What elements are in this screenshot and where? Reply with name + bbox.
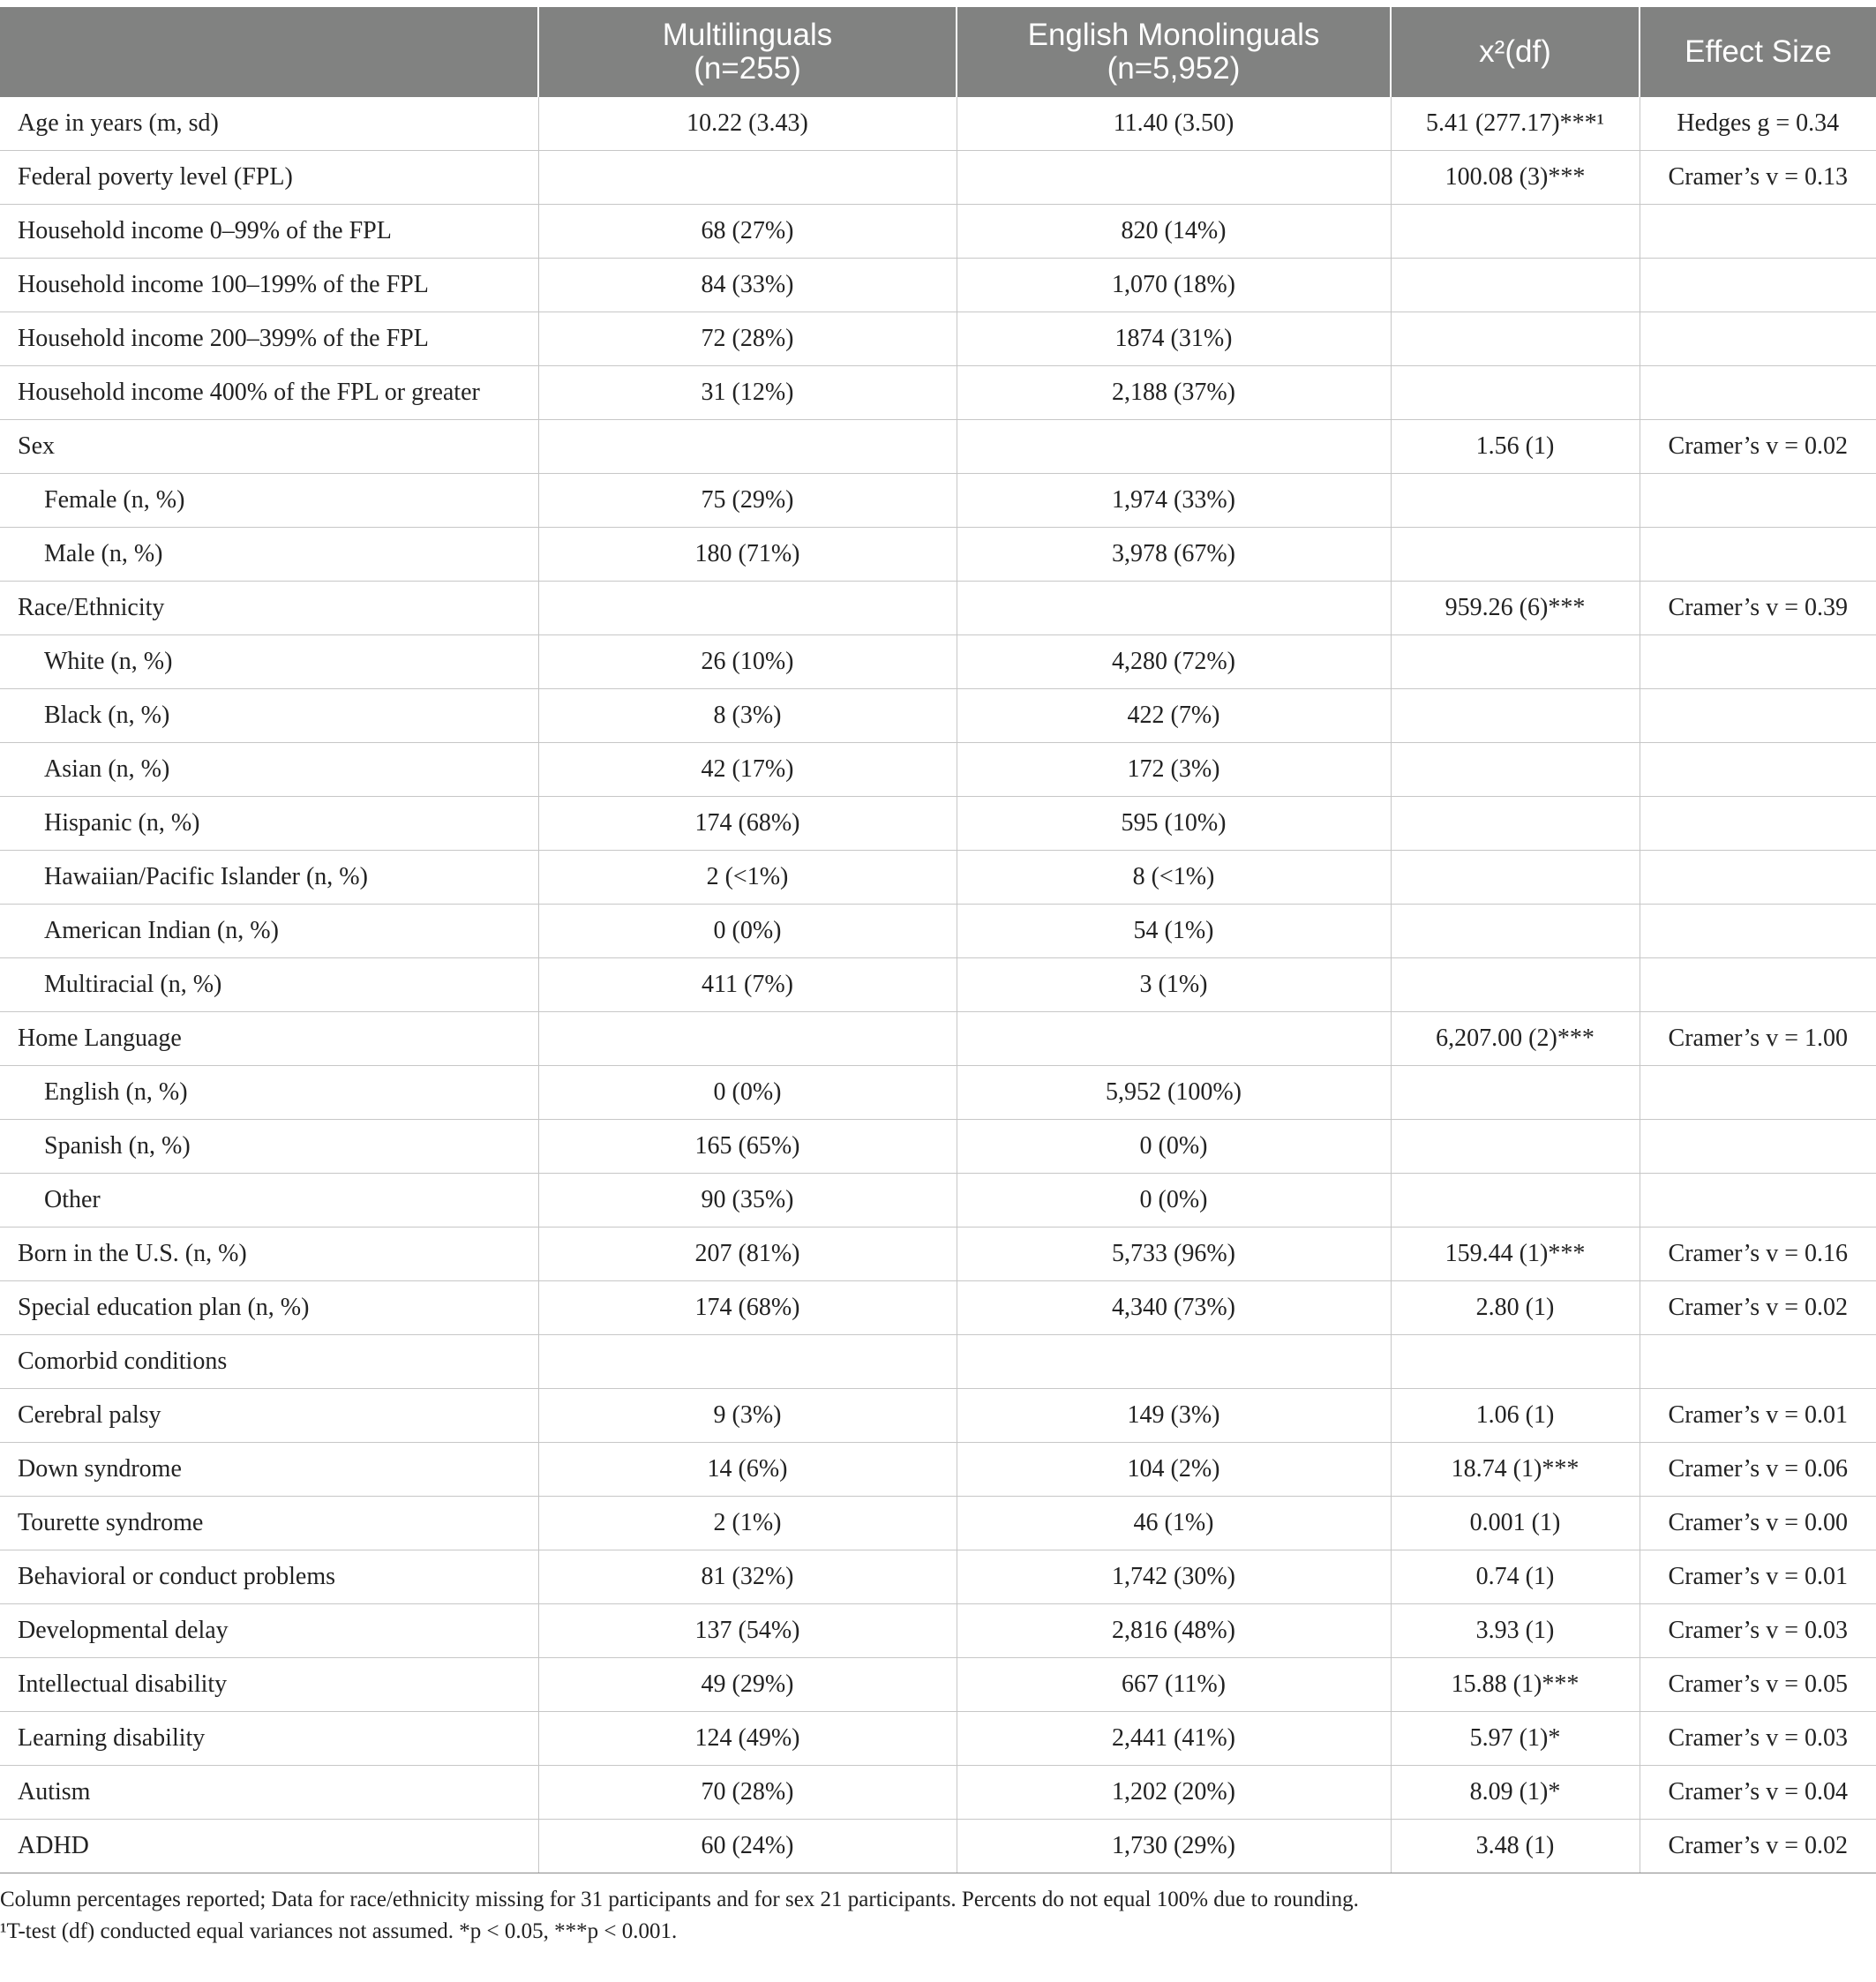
- row-label: Household income 400% of the FPL or greater: [0, 366, 538, 420]
- effect-size-cell: [1640, 958, 1876, 1012]
- row-label: Race/Ethnicity: [0, 582, 538, 635]
- chi-square-cell: 5.97 (1)*: [1391, 1712, 1640, 1766]
- chi-square-cell: [1391, 635, 1640, 689]
- effect-size-cell: [1640, 259, 1876, 312]
- multilinguals-cell: 70 (28%): [538, 1766, 957, 1820]
- table-row: [0, 1497, 1876, 1550]
- monolinguals-cell: 1,202 (20%): [957, 1766, 1391, 1820]
- monolinguals-cell: 11.40 (3.50): [957, 97, 1391, 151]
- monolinguals-cell: 2,816 (48%): [957, 1604, 1391, 1658]
- table-row: [0, 1389, 1876, 1443]
- effect-size-cell: Cramer’s v = 0.01: [1640, 1550, 1876, 1604]
- effect-size-cell: Cramer’s v = 0.01: [1640, 1389, 1876, 1443]
- monolinguals-cell: 1,742 (30%): [957, 1550, 1391, 1604]
- multilinguals-cell: 49 (29%): [538, 1658, 957, 1712]
- chi-square-cell: [1391, 312, 1640, 366]
- multilinguals-cell: [538, 151, 957, 205]
- table-row: [0, 528, 1876, 582]
- effect-size-cell: [1640, 743, 1876, 797]
- effect-size-cell: [1640, 905, 1876, 958]
- chi-square-cell: 6,207.00 (2)***: [1391, 1012, 1640, 1066]
- row-label: Special education plan (n, %): [0, 1281, 538, 1335]
- multilinguals-cell: 124 (49%): [538, 1712, 957, 1766]
- chi-square-cell: 159.44 (1)***: [1391, 1227, 1640, 1281]
- monolinguals-cell: 54 (1%): [957, 905, 1391, 958]
- chi-square-cell: [1391, 1066, 1640, 1120]
- row-label: ADHD: [0, 1820, 538, 1873]
- table-row: [0, 689, 1876, 743]
- chi-square-cell: 0.001 (1): [1391, 1497, 1640, 1550]
- effect-size-cell: [1640, 689, 1876, 743]
- effect-size-cell: [1640, 1120, 1876, 1174]
- monolinguals-cell: 8 (<1%): [957, 851, 1391, 905]
- monolinguals-cell: 2,188 (37%): [957, 366, 1391, 420]
- monolinguals-cell: [957, 420, 1391, 474]
- row-label: Autism: [0, 1766, 538, 1820]
- table-row: [0, 474, 1876, 528]
- multilinguals-cell: 0 (0%): [538, 905, 957, 958]
- table-row: [0, 151, 1876, 205]
- chi-square-cell: [1391, 743, 1640, 797]
- row-label: English (n, %): [0, 1066, 538, 1120]
- chi-square-cell: 959.26 (6)***: [1391, 582, 1640, 635]
- monolinguals-cell: 595 (10%): [957, 797, 1391, 851]
- multilinguals-cell: 137 (54%): [538, 1604, 957, 1658]
- table-row: [0, 797, 1876, 851]
- chi-square-cell: [1391, 958, 1640, 1012]
- table-row: [0, 1604, 1876, 1658]
- chi-square-cell: [1391, 1174, 1640, 1227]
- monolinguals-cell: 4,340 (73%): [957, 1281, 1391, 1335]
- multilinguals-cell: 0 (0%): [538, 1066, 957, 1120]
- chi-square-cell: 3.93 (1): [1391, 1604, 1640, 1658]
- multilinguals-cell: 2 (1%): [538, 1497, 957, 1550]
- table-row: [0, 635, 1876, 689]
- row-label: Male (n, %): [0, 528, 538, 582]
- table-row: [0, 259, 1876, 312]
- monolinguals-cell: 46 (1%): [957, 1497, 1391, 1550]
- chi-square-cell: 100.08 (3)***: [1391, 151, 1640, 205]
- monolinguals-cell: [957, 1012, 1391, 1066]
- effect-size-cell: Cramer’s v = 0.03: [1640, 1604, 1876, 1658]
- header-line2: (n=5,952): [1107, 51, 1241, 86]
- multilinguals-cell: 31 (12%): [538, 366, 957, 420]
- multilinguals-cell: [538, 420, 957, 474]
- row-label: Born in the U.S. (n, %): [0, 1227, 538, 1281]
- monolinguals-cell: 667 (11%): [957, 1658, 1391, 1712]
- effect-size-cell: Cramer’s v = 0.03: [1640, 1712, 1876, 1766]
- multilinguals-cell: 165 (65%): [538, 1120, 957, 1174]
- monolinguals-cell: [957, 151, 1391, 205]
- effect-size-cell: [1640, 797, 1876, 851]
- chi-square-cell: [1391, 205, 1640, 259]
- table-row: [0, 743, 1876, 797]
- chi-square-cell: 0.74 (1): [1391, 1550, 1640, 1604]
- effect-size-cell: [1640, 366, 1876, 420]
- monolinguals-cell: [957, 582, 1391, 635]
- footnote-2: ¹T-test (df) conducted equal variances not assumed. *p < 0.05, ***p < 0.001.: [0, 1919, 678, 1943]
- row-label: American Indian (n, %): [0, 905, 538, 958]
- chi-square-cell: 18.74 (1)***: [1391, 1443, 1640, 1497]
- chi-square-cell: [1391, 366, 1640, 420]
- effect-size-cell: Cramer’s v = 0.05: [1640, 1658, 1876, 1712]
- multilinguals-cell: 174 (68%): [538, 797, 957, 851]
- table-row: [0, 1120, 1876, 1174]
- multilinguals-cell: 90 (35%): [538, 1174, 957, 1227]
- effect-size-cell: [1640, 1335, 1876, 1389]
- header-multilinguals: [538, 7, 957, 97]
- header-line1: Multilinguals: [662, 18, 833, 52]
- row-label: Learning disability: [0, 1712, 538, 1766]
- monolinguals-cell: 1,070 (18%): [957, 259, 1391, 312]
- chi-square-cell: 1.06 (1): [1391, 1389, 1640, 1443]
- effect-size-cell: [1640, 528, 1876, 582]
- row-label: Federal poverty level (FPL): [0, 151, 538, 205]
- monolinguals-cell: 4,280 (72%): [957, 635, 1391, 689]
- multilinguals-cell: [538, 1012, 957, 1066]
- table-row: [0, 1281, 1876, 1335]
- multilinguals-cell: 75 (29%): [538, 474, 957, 528]
- multilinguals-cell: 68 (27%): [538, 205, 957, 259]
- effect-size-cell: Cramer’s v = 1.00: [1640, 1012, 1876, 1066]
- chi-square-cell: [1391, 474, 1640, 528]
- header-row: [0, 7, 1876, 97]
- row-label: Household income 100–199% of the FPL: [0, 259, 538, 312]
- row-label: Comorbid conditions: [0, 1335, 538, 1389]
- row-label: Female (n, %): [0, 474, 538, 528]
- footnote-1: Column percentages reported; Data for race/ethnicity missing for 31 participants and for sex 21 participants. Percents do not equal 100% due to rounding.: [0, 1888, 1359, 1911]
- effect-size-cell: Cramer’s v = 0.16: [1640, 1227, 1876, 1281]
- multilinguals-cell: 60 (24%): [538, 1820, 957, 1873]
- row-label: Hispanic (n, %): [0, 797, 538, 851]
- table-row: [0, 1012, 1876, 1066]
- monolinguals-cell: 3 (1%): [957, 958, 1391, 1012]
- effect-size-cell: Cramer’s v = 0.00: [1640, 1497, 1876, 1550]
- effect-size-cell: Cramer’s v = 0.02: [1640, 420, 1876, 474]
- table-row: [0, 905, 1876, 958]
- multilinguals-cell: 14 (6%): [538, 1443, 957, 1497]
- table-row: [0, 1443, 1876, 1497]
- multilinguals-cell: [538, 582, 957, 635]
- chi-square-cell: [1391, 528, 1640, 582]
- table-row: [0, 1766, 1876, 1820]
- row-label: Black (n, %): [0, 689, 538, 743]
- monolinguals-cell: 3,978 (67%): [957, 528, 1391, 582]
- row-label: Cerebral palsy: [0, 1389, 538, 1443]
- table-row: [0, 851, 1876, 905]
- chi-square-cell: [1391, 797, 1640, 851]
- effect-size-cell: Cramer’s v = 0.13: [1640, 151, 1876, 205]
- table-row: [0, 582, 1876, 635]
- table-row: [0, 420, 1876, 474]
- table-row: [0, 366, 1876, 420]
- table-body: [0, 97, 1876, 1873]
- multilinguals-cell: 26 (10%): [538, 635, 957, 689]
- multilinguals-cell: [538, 1335, 957, 1389]
- header-chi-square: [1391, 7, 1640, 97]
- multilinguals-cell: 10.22 (3.43): [538, 97, 957, 151]
- chi-square-cell: [1391, 1335, 1640, 1389]
- demographics-table: [0, 7, 1876, 1873]
- row-label: Age in years (m, sd): [0, 97, 538, 151]
- header-line1: Effect Size: [1685, 34, 1832, 69]
- effect-size-cell: [1640, 205, 1876, 259]
- row-label: Home Language: [0, 1012, 538, 1066]
- chi-square-cell: 5.41 (277.17)***¹: [1391, 97, 1640, 151]
- multilinguals-cell: 180 (71%): [538, 528, 957, 582]
- monolinguals-cell: 149 (3%): [957, 1389, 1391, 1443]
- row-label: Household income 200–399% of the FPL: [0, 312, 538, 366]
- table-row: [0, 1550, 1876, 1604]
- row-label: Tourette syndrome: [0, 1497, 538, 1550]
- row-label: Other: [0, 1174, 538, 1227]
- chi-square-cell: [1391, 851, 1640, 905]
- multilinguals-cell: 8 (3%): [538, 689, 957, 743]
- monolinguals-cell: [957, 1335, 1391, 1389]
- row-label: Behavioral or conduct problems: [0, 1550, 538, 1604]
- effect-size-cell: [1640, 1066, 1876, 1120]
- row-label: Down syndrome: [0, 1443, 538, 1497]
- multilinguals-cell: 2 (<1%): [538, 851, 957, 905]
- table-row: [0, 205, 1876, 259]
- monolinguals-cell: 0 (0%): [957, 1174, 1391, 1227]
- header-effect-size: [1640, 7, 1876, 97]
- row-label: Spanish (n, %): [0, 1120, 538, 1174]
- monolinguals-cell: 172 (3%): [957, 743, 1391, 797]
- table-row: [0, 1820, 1876, 1873]
- header-label-column: [0, 7, 538, 97]
- multilinguals-cell: 411 (7%): [538, 958, 957, 1012]
- chi-square-cell: 3.48 (1): [1391, 1820, 1640, 1873]
- effect-size-cell: [1640, 474, 1876, 528]
- effect-size-cell: Cramer’s v = 0.39: [1640, 582, 1876, 635]
- effect-size-cell: Cramer’s v = 0.04: [1640, 1766, 1876, 1820]
- effect-size-cell: [1640, 635, 1876, 689]
- chi-square-cell: [1391, 259, 1640, 312]
- chi-square-cell: [1391, 689, 1640, 743]
- multilinguals-cell: 72 (28%): [538, 312, 957, 366]
- table-row: [0, 1658, 1876, 1712]
- multilinguals-cell: 42 (17%): [538, 743, 957, 797]
- effect-size-cell: Hedges g = 0.34: [1640, 97, 1876, 151]
- table-container: [0, 7, 1876, 1948]
- row-label: Household income 0–99% of the FPL: [0, 205, 538, 259]
- chi-square-cell: 8.09 (1)*: [1391, 1766, 1640, 1820]
- table-footnotes: [0, 1884, 1876, 1948]
- monolinguals-cell: 1,730 (29%): [957, 1820, 1391, 1873]
- monolinguals-cell: 1,974 (33%): [957, 474, 1391, 528]
- effect-size-cell: [1640, 851, 1876, 905]
- table-row: [0, 97, 1876, 151]
- row-label: Hawaiian/Pacific Islander (n, %): [0, 851, 538, 905]
- chi-square-cell: 15.88 (1)***: [1391, 1658, 1640, 1712]
- effect-size-cell: [1640, 1174, 1876, 1227]
- monolinguals-cell: 820 (14%): [957, 205, 1391, 259]
- effect-size-cell: Cramer’s v = 0.06: [1640, 1443, 1876, 1497]
- header-line1: English Monolinguals: [1027, 18, 1320, 52]
- table-row: [0, 312, 1876, 366]
- multilinguals-cell: 81 (32%): [538, 1550, 957, 1604]
- row-label: Asian (n, %): [0, 743, 538, 797]
- row-label: Multiracial (n, %): [0, 958, 538, 1012]
- monolinguals-cell: 1874 (31%): [957, 312, 1391, 366]
- monolinguals-cell: 5,952 (100%): [957, 1066, 1391, 1120]
- row-label: White (n, %): [0, 635, 538, 689]
- monolinguals-cell: 0 (0%): [957, 1120, 1391, 1174]
- row-label: Developmental delay: [0, 1604, 538, 1658]
- chi-square-cell: [1391, 905, 1640, 958]
- multilinguals-cell: 9 (3%): [538, 1389, 957, 1443]
- table-row: [0, 1174, 1876, 1227]
- chi-square-cell: 1.56 (1): [1391, 420, 1640, 474]
- monolinguals-cell: 2,441 (41%): [957, 1712, 1391, 1766]
- row-label: Sex: [0, 420, 538, 474]
- effect-size-cell: Cramer’s v = 0.02: [1640, 1281, 1876, 1335]
- table-row: [0, 1066, 1876, 1120]
- monolinguals-cell: 5,733 (96%): [957, 1227, 1391, 1281]
- multilinguals-cell: 174 (68%): [538, 1281, 957, 1335]
- header-line1: x²(df): [1479, 34, 1551, 69]
- effect-size-cell: Cramer’s v = 0.02: [1640, 1820, 1876, 1873]
- table-row: [0, 1712, 1876, 1766]
- multilinguals-cell: 207 (81%): [538, 1227, 957, 1281]
- multilinguals-cell: 84 (33%): [538, 259, 957, 312]
- header-line2: (n=255): [694, 51, 801, 86]
- effect-size-cell: [1640, 312, 1876, 366]
- table-row: [0, 958, 1876, 1012]
- monolinguals-cell: 104 (2%): [957, 1443, 1391, 1497]
- monolinguals-cell: 422 (7%): [957, 689, 1391, 743]
- table-row: [0, 1227, 1876, 1281]
- table-row: [0, 1335, 1876, 1389]
- chi-square-cell: [1391, 1120, 1640, 1174]
- chi-square-cell: 2.80 (1): [1391, 1281, 1640, 1335]
- row-label: Intellectual disability: [0, 1658, 538, 1712]
- header-monolinguals: [957, 7, 1391, 97]
